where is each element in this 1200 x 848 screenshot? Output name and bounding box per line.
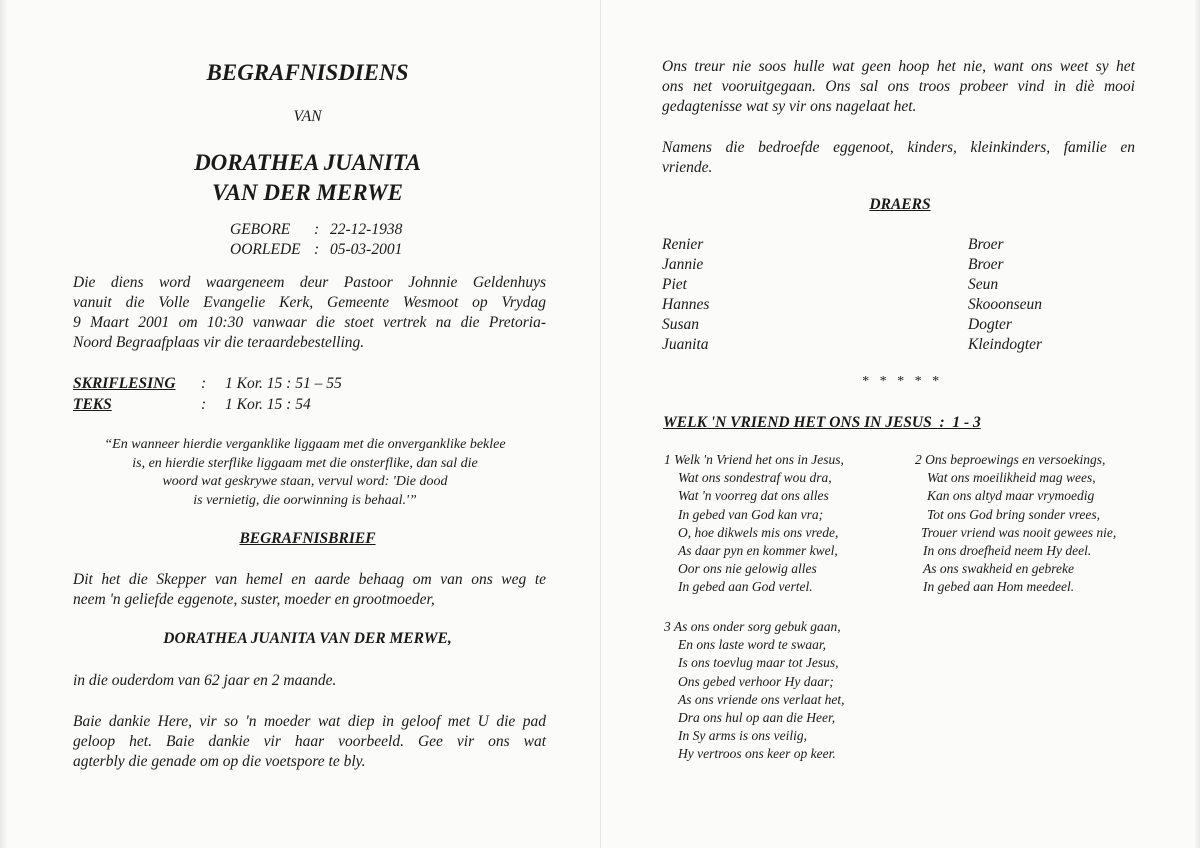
service-details — [73, 273, 546, 353]
letter-age: in die ouderdom van 62 jaar en 2 maande. — [73, 672, 337, 689]
verse-line: Trouer vriend was nooit gewees nie, — [921, 524, 1117, 540]
verse-line: In gebed van God kan vra; — [678, 506, 824, 522]
text-ref: 1 Kor. 15 : 54 — [225, 396, 311, 413]
verse-line: En ons laste word te swaar, — [678, 637, 827, 653]
quote-line: “En wanneer hierdie verganklike liggaam met die onverganklike beklee — [104, 437, 506, 452]
quote-line: is vernietig, die oorwinning is behaal.'” — [193, 492, 417, 508]
reading-row — [73, 375, 342, 393]
hymn-verse-3 — [664, 618, 844, 764]
verse-line: O, hoe dikwels mis ons vrede, — [678, 524, 839, 540]
verse-line: Wat ons sondestraf wou dra, — [678, 470, 832, 486]
hymn-verse-2 — [915, 451, 1116, 597]
letter-paragraph-1 — [73, 570, 546, 610]
letter-deceased-name: DORATHEA JUANITA VAN DER MERWE, — [163, 630, 452, 647]
born-label: GEBORE — [230, 221, 291, 238]
scripture-quote — [80, 436, 530, 510]
section-separator-stars: * * * * * — [861, 374, 939, 389]
bearer-name: Renier — [662, 236, 704, 253]
bearers-heading: DRAERS — [869, 196, 931, 213]
van-label: VAN — [293, 108, 322, 125]
verse-line: In gebed aan God vertel. — [678, 579, 813, 595]
bearer-name: Hannes — [662, 296, 710, 313]
died-colon: : — [314, 241, 320, 258]
hymn-verse-1 — [664, 451, 844, 597]
right-page-edge — [1194, 0, 1200, 848]
hope-line: gedagtenisse wat sy vir ons nagelaat het. — [662, 98, 917, 115]
page-fold — [600, 0, 601, 848]
bearer-name: Juanita — [662, 336, 709, 353]
verse-line: Dra ons hul op aan die Heer, — [678, 710, 836, 726]
verse-line: Wat 'n voorreg dat ons alles — [678, 488, 829, 504]
reading-label: SKRIFLESING — [73, 375, 176, 392]
verse-line: Wat ons moeilikheid mag wees, — [927, 470, 1096, 486]
verse-line: 2 Ons beproewings en versoekings, — [915, 452, 1106, 467]
bearer-name: Susan — [662, 316, 700, 333]
service-line: vanuit die Volle Evangelie Kerk, Gemeente Wesmoot op Vrydag — [73, 294, 546, 311]
bearer-relation: Skooonseun — [968, 296, 1043, 313]
hymn-heading: WELK 'N VRIEND HET ONS IN JESUS : 1 - 3 — [663, 414, 981, 431]
quote-line: woord wat geskrywe staan, vervul word: 'Die dood — [162, 474, 448, 490]
born-colon: : — [314, 221, 320, 238]
verse-line: 1 Welk 'n Vriend het ons in Jesus, — [664, 452, 844, 467]
left-page-edge — [0, 0, 8, 848]
verse-line: As ons swakheid en gebreke — [923, 561, 1074, 577]
died-label: OORLEDE — [230, 241, 301, 258]
service-line: 9 Maart 2001 om 10:30 vanwaar die stoet vertrek na die Pretoria- — [73, 314, 546, 331]
verse-line: Kan ons altyd maar vrymoedig — [927, 488, 1095, 504]
bearer-name: Jannie — [662, 256, 704, 273]
family-paragraph — [662, 138, 1135, 178]
verse-line: In Sy arms is ons veilig, — [678, 728, 807, 744]
letter-heading: BEGRAFNISBRIEF — [239, 530, 376, 547]
bearer-relation: Dogter — [968, 316, 1012, 333]
deceased-name-line1: DORATHEA JUANITA — [194, 150, 421, 175]
hope-line: ons net vooruitgegaan. Ons sal ons troos probeer vind in diè mooi — [662, 78, 1135, 95]
verse-line: Ons gebed verhoor Hy daar; — [678, 673, 834, 689]
died-date: 05-03-2001 — [330, 241, 403, 258]
bearer-relation: Broer — [968, 256, 1004, 273]
letter-line: agterbly die genade om op die voetspore te bly. — [73, 753, 366, 770]
deceased-name-line2: VAN DER MERWE — [212, 180, 403, 205]
hope-paragraph — [662, 57, 1135, 117]
verse-line: As daar pyn en kommer kwel, — [678, 543, 838, 559]
bearer-relation: Seun — [968, 276, 999, 293]
verse-line: 3 As ons onder sorg gebuk gaan, — [664, 619, 841, 634]
verse-line: Hy vertroos ons keer op keer. — [678, 746, 836, 762]
verse-line: As ons vriende ons verlaat het, — [678, 691, 845, 707]
born-row — [230, 221, 402, 239]
letter-line: neem 'n geliefde eggenote, suster, moeder en grootmoeder, — [73, 591, 435, 608]
bearer-name: Piet — [662, 276, 687, 293]
verse-line: In ons droefheid neem Hy deel. — [923, 543, 1092, 559]
text-label: TEKS — [73, 396, 112, 413]
letter-line: Baie dankie Here, vir so 'n moeder wat diep in geloof met U die pad — [73, 713, 546, 730]
hope-line: Ons treur nie soos hulle wat geen hoop het nie, want ons weet sy het — [662, 58, 1135, 75]
born-date: 22-12-1938 — [330, 221, 403, 238]
service-line: Die diens word waargeneem deur Pastoor Johnnie Geldenhuys — [73, 274, 546, 291]
service-line: Noord Begraafplaas vir die teraardebestelling. — [73, 334, 365, 351]
verse-line: In gebed aan Hom meedeel. — [923, 579, 1075, 595]
bearer-relation: Broer — [968, 236, 1004, 253]
bearer-relation: Kleindogter — [968, 336, 1043, 353]
family-line: vriende. — [662, 159, 713, 176]
reading-colon: : — [201, 375, 207, 392]
letter-line: geloop het. Baie dankie vir haar voorbeeld. Gee vir ons wat — [73, 733, 546, 750]
verse-line: Is ons toevlug maar tot Jesus, — [678, 655, 839, 671]
reading-ref: 1 Kor. 15 : 51 – 55 — [225, 375, 342, 392]
service-title: BEGRAFNISDIENS — [206, 60, 409, 85]
verse-line: Tot ons God bring sonder vrees, — [927, 506, 1101, 522]
verse-line: Oor ons nie gelowig alles — [678, 561, 817, 577]
text-colon: : — [201, 396, 207, 413]
letter-line: Dit het die Skepper van hemel en aarde behaag om van ons weg te — [73, 571, 546, 588]
text-row — [73, 396, 311, 414]
letter-paragraph-2 — [73, 712, 546, 772]
family-line: Namens die bedroefde eggenoot, kinders, kleinkinders, familie en — [662, 139, 1135, 156]
died-row — [230, 241, 402, 259]
quote-line: is, en hierdie sterflike liggaam met die onsterflike, dan sal die — [132, 455, 478, 471]
